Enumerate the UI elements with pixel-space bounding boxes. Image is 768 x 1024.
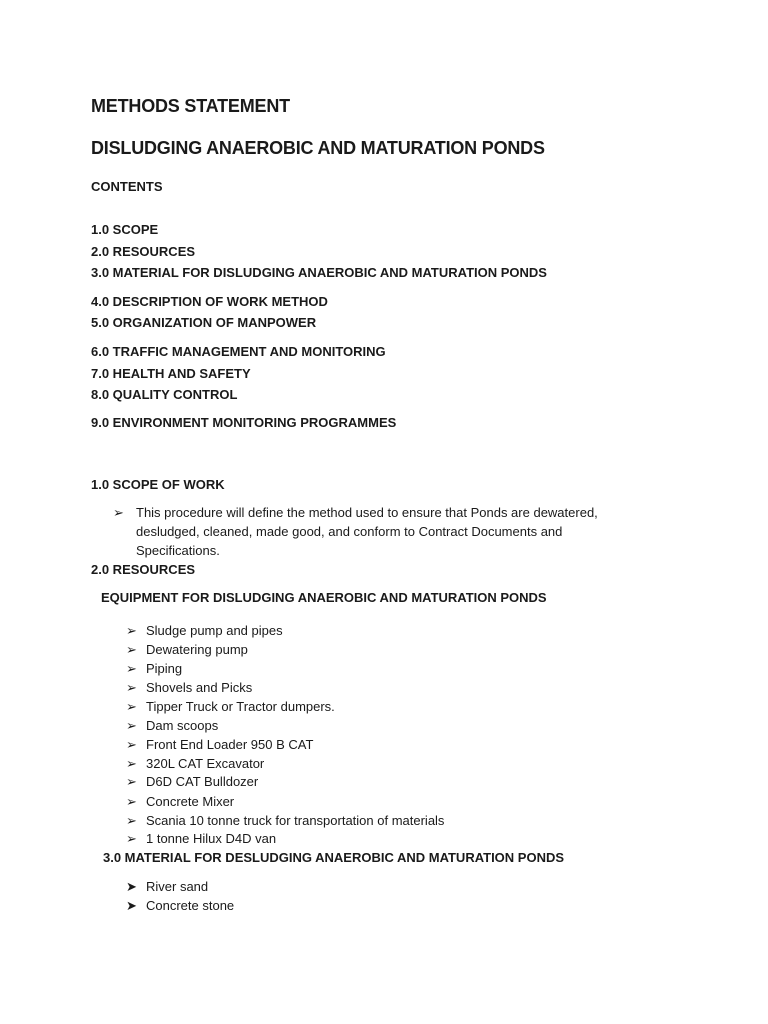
contents-item: 9.0 ENVIRONMENT MONITORING PROGRAMMES	[91, 415, 397, 430]
list-item	[126, 756, 264, 772]
list-item	[126, 718, 218, 734]
list-item	[126, 661, 182, 677]
contents-item: 8.0 QUALITY CONTROL	[91, 387, 238, 402]
contents-item: 2.0 RESOURCES	[91, 244, 196, 259]
list-item-label: 1 tonne Hilux D4D van	[146, 831, 277, 846]
list-item	[126, 831, 276, 847]
bullet-arrow-icon: ➢	[126, 794, 137, 809]
list-item	[126, 680, 252, 696]
list-item	[126, 879, 208, 895]
document-title: METHODS STATEMENT	[91, 96, 290, 116]
bullet-arrow-icon: ➤	[126, 879, 137, 894]
list-item	[126, 813, 444, 829]
list-item	[126, 699, 335, 715]
list-item-label: River sand	[146, 879, 209, 894]
bullet-arrow-icon: ➢	[126, 831, 137, 846]
bullet-arrow-icon: ➢	[126, 737, 137, 752]
section-3-heading: 3.0 MATERIAL FOR DESLUDGING ANAEROBIC AND MATURATION PONDS	[103, 850, 565, 865]
section-1-heading: 1.0 SCOPE OF WORK	[91, 477, 225, 492]
list-item-label: Concrete Mixer	[146, 794, 235, 809]
list-item	[126, 737, 313, 753]
bullet-arrow-icon: ➢	[126, 680, 137, 695]
list-item-label: Tipper Truck or Tractor dumpers.	[146, 699, 335, 714]
list-item-label: Concrete stone	[146, 898, 235, 913]
bullet-arrow-icon: ➢	[113, 505, 124, 520]
bullet-arrow-icon: ➢	[126, 756, 137, 771]
contents-item: 6.0 TRAFFIC MANAGEMENT AND MONITORING	[91, 344, 386, 359]
document-subtitle: DISLUDGING ANAEROBIC AND MATURATION PONDS	[91, 138, 545, 158]
list-item-label: Dewatering pump	[146, 642, 248, 657]
list-item	[126, 774, 258, 790]
list-item-label: 320L CAT Excavator	[146, 756, 265, 771]
section-1-paragraph: This procedure will define the method used to ensure that Ponds are dewatered, desludged, cleaned, made good, and conform to Contract Documents and Specifications.	[136, 505, 598, 558]
list-item-label: Scania 10 tonne truck for transportation of materials	[146, 813, 445, 828]
list-item-label: Dam scoops	[146, 718, 219, 733]
list-item	[126, 898, 234, 914]
section-2-subheading: EQUIPMENT FOR DISLUDGING ANAEROBIC AND MATURATION PONDS	[101, 590, 547, 605]
contents-item: 7.0 HEALTH AND SAFETY	[91, 366, 251, 381]
list-item-label: Front End Loader 950 B CAT	[146, 737, 314, 752]
list-item-label: D6D CAT Bulldozer	[146, 774, 259, 789]
list-item-label: Sludge pump and pipes	[146, 623, 283, 638]
bullet-arrow-icon: ➢	[126, 718, 137, 733]
contents-item: 3.0 MATERIAL FOR DISLUDGING ANAEROBIC AND MATURATION PONDS	[91, 265, 547, 280]
contents-item: 4.0 DESCRIPTION OF WORK METHOD	[91, 294, 328, 309]
list-item-label: Shovels and Picks	[146, 680, 253, 695]
contents-heading: CONTENTS	[91, 179, 163, 194]
list-item	[126, 642, 248, 658]
contents-item: 1.0 SCOPE	[91, 222, 159, 237]
list-item-label: Piping	[146, 661, 183, 676]
list-item	[126, 623, 283, 639]
bullet-arrow-icon: ➢	[126, 661, 137, 676]
bullet-arrow-icon: ➢	[126, 642, 137, 657]
contents-item: 5.0 ORGANIZATION OF MANPOWER	[91, 315, 317, 330]
list-item	[126, 794, 234, 810]
bullet-arrow-icon: ➢	[126, 699, 137, 714]
bullet-arrow-icon: ➢	[126, 774, 137, 789]
bullet-arrow-icon: ➢	[126, 813, 137, 828]
bullet-arrow-icon: ➤	[126, 898, 137, 913]
bullet-arrow-icon: ➢	[126, 623, 137, 638]
section-2-heading: 2.0 RESOURCES	[91, 562, 196, 577]
